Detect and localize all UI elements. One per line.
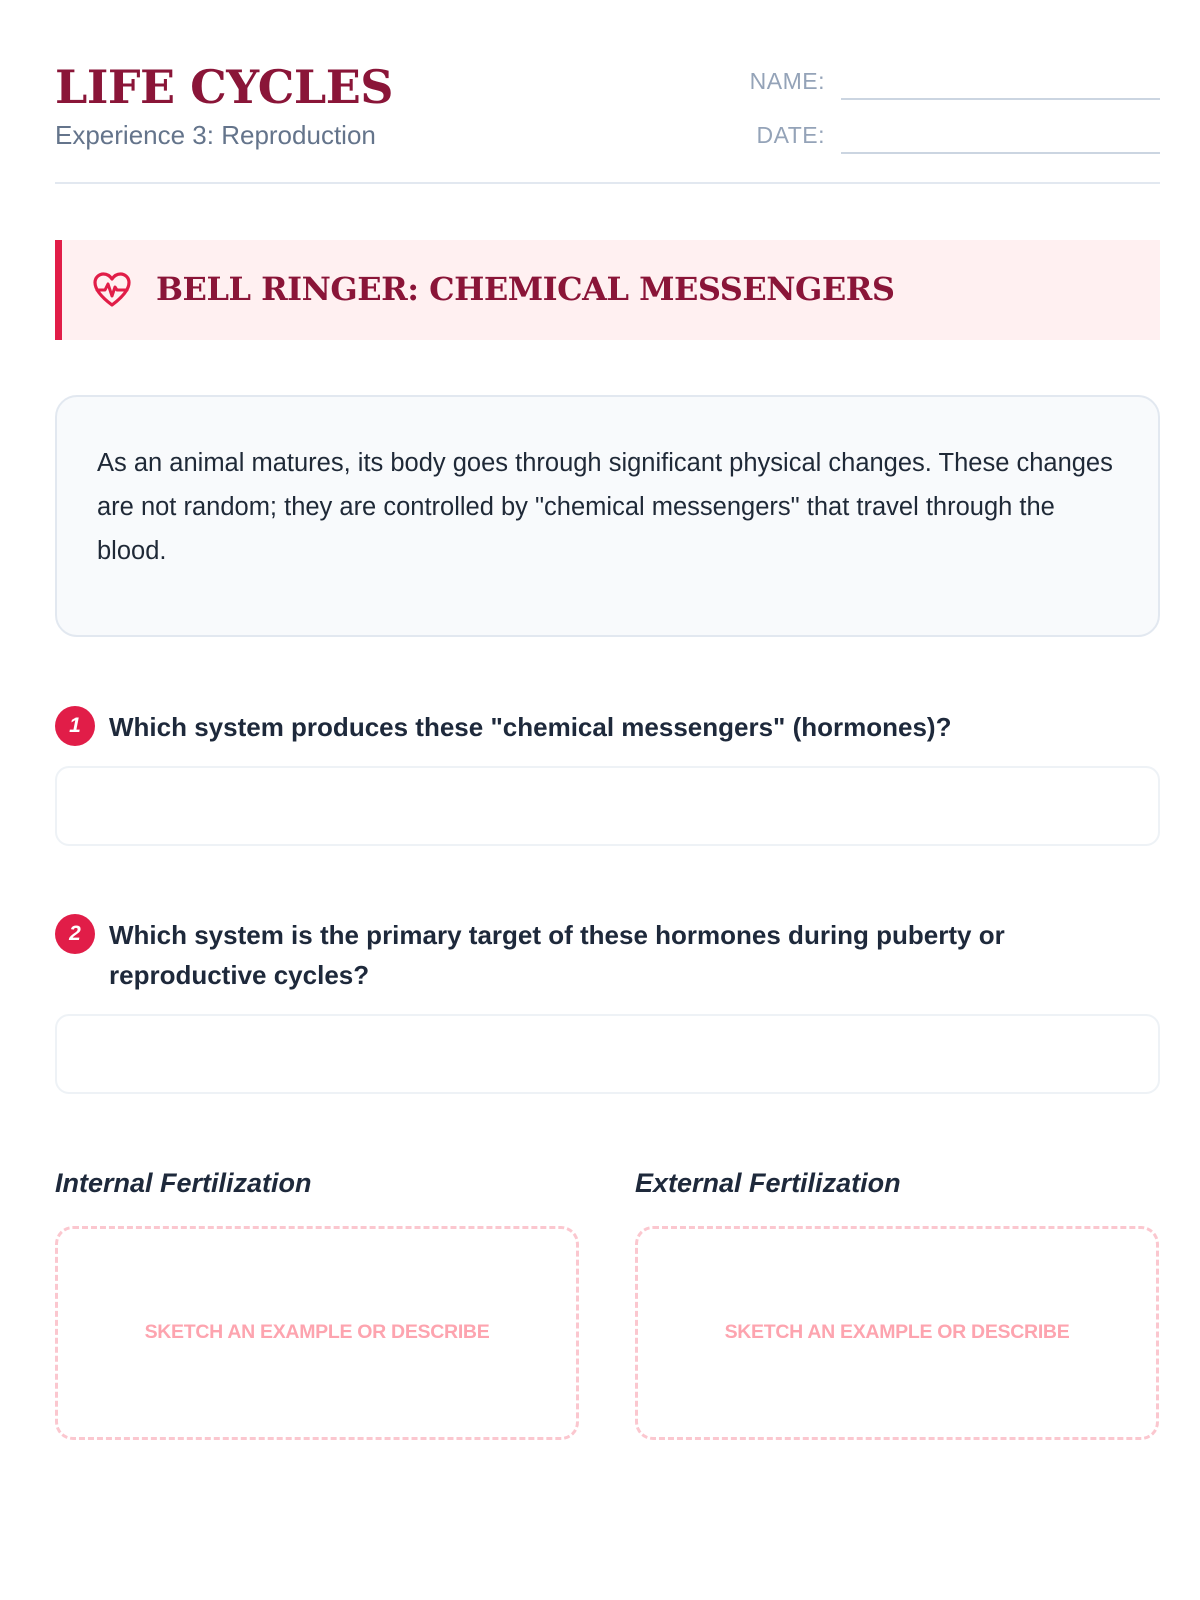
- answer-box-1[interactable]: [55, 766, 1160, 846]
- question-number-badge: 1: [55, 706, 95, 746]
- external-sketch-area[interactable]: [635, 1226, 1159, 1440]
- date-field[interactable]: [715, 114, 1160, 158]
- external-fertilization-column: [635, 1168, 1159, 1343]
- answer-box-2[interactable]: [55, 1014, 1160, 1094]
- name-label: NAME:: [749, 68, 825, 94]
- external-fertilization-title: External Fertilization: [635, 1168, 901, 1198]
- sketch-placeholder: SKETCH AN EXAMPLE OR DESCRIBE: [724, 1321, 1070, 1343]
- page-subtitle: Experience 3: Reproduction: [55, 120, 376, 150]
- banner-title: BELL RINGER: CHEMICAL MESSENGERS: [156, 270, 895, 308]
- date-label: DATE:: [756, 122, 825, 148]
- internal-fertilization-column: [55, 1168, 579, 1343]
- worksheet-page: [55, 0, 1160, 1600]
- name-field[interactable]: [715, 60, 1160, 104]
- page-title: LIFE CYCLES: [55, 60, 393, 114]
- heartbeat-icon: [92, 271, 132, 309]
- internal-fertilization-title: Internal Fertilization: [55, 1168, 312, 1198]
- bell-ringer-banner: [55, 240, 1160, 340]
- question-text: Which system is the primary target of these hormones during puberty or reproductive cycles?: [109, 920, 1005, 990]
- name-line[interactable]: [841, 98, 1160, 100]
- question-text: Which system produces these "chemical messengers" (hormones)?: [109, 712, 952, 742]
- passage-card: [55, 395, 1160, 637]
- sketch-placeholder: SKETCH AN EXAMPLE OR DESCRIBE: [144, 1321, 490, 1343]
- question-number-badge: 2: [55, 914, 95, 954]
- date-line[interactable]: [841, 152, 1160, 154]
- internal-sketch-area[interactable]: [55, 1226, 579, 1440]
- worksheet-header: [55, 52, 1160, 184]
- passage-text: As an animal matures, its body goes through significant physical changes. These changes are not random; they are controlled by "chemical messengers" that travel through the blood.: [97, 449, 1113, 565]
